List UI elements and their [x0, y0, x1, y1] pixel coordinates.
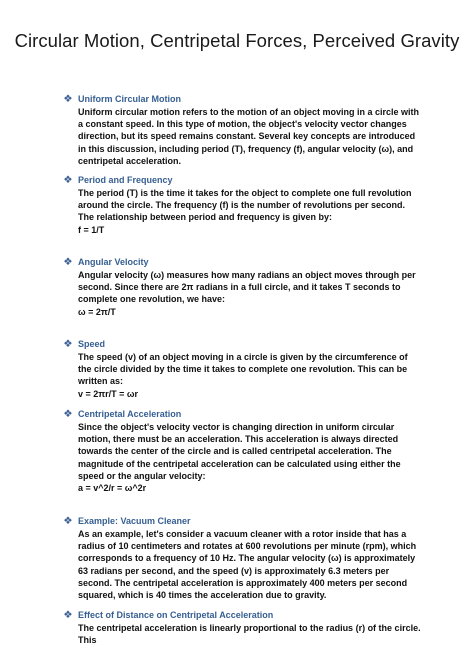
section-paragraph: The speed (v) of an object moving in a circle is given by the circumference of the circle divided by the time it takes to complete one revolution. This can be written as: [78, 352, 408, 387]
diamond-bullet-icon: ❖ [63, 515, 73, 527]
section-paragraph: Angular velocity (ω) measures how many radians an object moves through per second. Since there are 2π radians in a full circle, and it takes T seconds to complete one revolution, we have: [78, 270, 416, 305]
section-paragraph: Since the object's velocity vector is changing direction in uniform circular motion, there must be an acceleration. This acceleration is always directed towards the center of the circle and is called centripetal acceleration. The magnitude of the centripetal acceleration can be calculated using either the speed or the angular velocity: [78, 422, 401, 481]
section-paragraph: As an example, let's consider a vacuum cleaner with a rotor inside that has a radius of 10 centimeters and rotates at 600 revolutions per minute (rpm), which corresponds to a frequency of 10 Hz. The angular velocity (ω) is approximately 63 radians per second, and the speed (v) is approximately 6.3 meters per second. The centripetal acceleration is approximately 400 meters per second squared, which is 40 times the acceleration due to gravity. [78, 529, 417, 601]
section-paragraph: The centripetal acceleration is linearly proportional to the radius (r) of the circle. This [78, 623, 421, 646]
section-heading: Effect of Distance on Centripetal Acceleration [78, 610, 274, 620]
diamond-bullet-icon: ❖ [63, 93, 73, 105]
section-angular-velocity [62, 256, 422, 318]
section-heading: Angular Velocity [78, 257, 149, 267]
diamond-bullet-icon: ❖ [63, 256, 73, 268]
section-paragraph: The period (T) is the time it takes for the object to complete one full revolution around the circle. The frequency (f) is the number of revolutions per second. The relationship between period and frequency is given by: [78, 188, 412, 223]
section-heading: Example: Vacuum Cleaner [78, 516, 191, 526]
diamond-bullet-icon: ❖ [63, 609, 73, 621]
formula: v = 2πr/T = ωr [78, 388, 139, 399]
section-heading: Uniform Circular Motion [78, 94, 181, 104]
section-speed [62, 338, 422, 400]
diamond-bullet-icon: ❖ [63, 174, 73, 186]
section-heading: Centripetal Acceleration [78, 409, 182, 419]
formula: a = v^2/r = ω^2r [78, 483, 147, 494]
section-example-vacuum-cleaner [62, 515, 422, 601]
section-centripetal-acceleration [62, 408, 422, 494]
section-effect-of-distance [62, 609, 422, 646]
diamond-bullet-icon: ❖ [63, 408, 73, 420]
section-heading: Period and Frequency [78, 175, 173, 185]
section-heading: Speed [78, 339, 106, 349]
formula: f = 1/T [78, 224, 105, 235]
document-title: Circular Motion, Centripetal Forces, Perceived Gravity [14, 30, 460, 51]
formula: ω = 2π/T [78, 306, 116, 317]
section-uniform-circular-motion [62, 93, 422, 167]
section-paragraph: Uniform circular motion refers to the motion of an object moving in a circle with a constant speed. In this type of motion, the object's velocity vector changes direction, but its speed remains constant. Several key concepts are introduced in this discussion, including period (T), frequency (f), angular velocity (ω), and centripetal acceleration. [78, 107, 420, 166]
diamond-bullet-icon: ❖ [63, 338, 73, 350]
section-period-and-frequency [62, 174, 422, 236]
